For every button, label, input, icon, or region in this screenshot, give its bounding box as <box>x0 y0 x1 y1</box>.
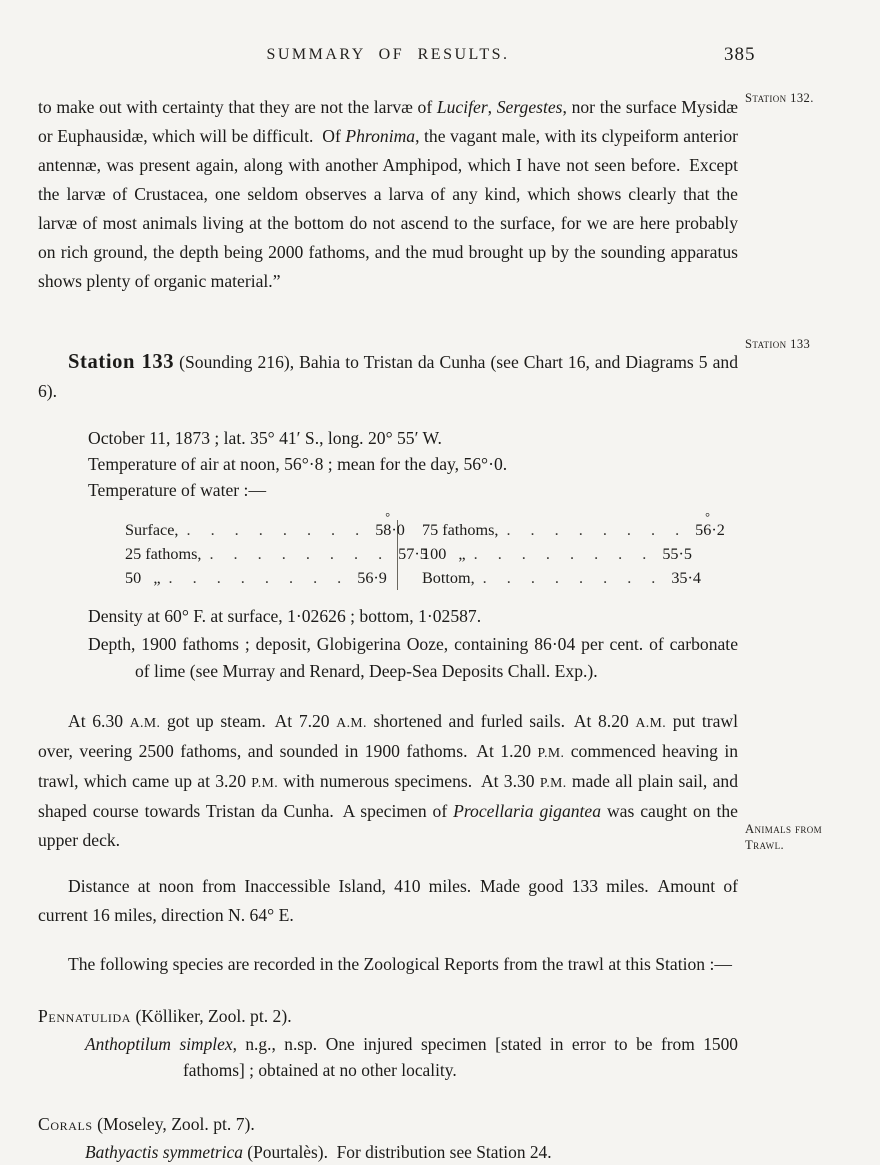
table-value: ° 58·0 <box>375 518 405 542</box>
table-row <box>422 542 692 566</box>
depth-line: Depth, 1900 fathoms ; deposit, Globigerina Ooze, containing 86·04 per cent. of carbonate of lime (see Murray and Renard, Deep-Sea Deposits Chall. Exp.). <box>88 633 738 681</box>
table-label: 25 fathoms, <box>125 545 202 563</box>
paragraph-continuation: to make out with certainty that they are not the larvæ of Lucifer, Sergestes, nor the surface Mysidæ or Euphausidæ, which will be difficult. Of Phronima, the vagant male, with its clypeiform anterior antennæ, was present again, along with another Amphipod, which I have not seen before. Except the larvæ of Crustacea, one seldom observes a larva of any kind, which shows clearly that the larvæ of most animals living at the bottom do not ascend to the surface, for we are here probably on rich ground, the depth being 2000 fathoms, and the mud brought up by the sounding apparatus shows plenty of organic material.” <box>38 97 738 291</box>
dot-leader <box>186 518 367 542</box>
table-label: 75 fathoms, <box>422 521 499 539</box>
section-heading-pennatulida: Pennatulida (Kölliker, Zool. pt. 2). <box>38 1006 292 1027</box>
table-row <box>422 518 725 542</box>
table-value: 57·5 <box>398 545 428 563</box>
table-row <box>125 566 387 590</box>
narrative-distance-paragraph: Distance at noon from Inaccessible Island, 410 miles. Made good 133 miles. Amount of current 16 miles, direction N. 64° E. <box>38 876 738 926</box>
table-left-column <box>125 518 428 590</box>
dot-leader <box>209 542 390 566</box>
running-title: SUMMARY OF RESULTS. <box>266 46 510 63</box>
section-heading-corals: Corals (Moseley, Zool. pt. 7). <box>38 1114 255 1135</box>
water-temperature-table <box>125 518 738 590</box>
margin-note-animals-from-trawl: Animals from Trawl. <box>745 822 823 852</box>
table-label: 100 „ <box>422 545 466 563</box>
table-row <box>422 566 701 590</box>
text-block <box>38 0 756 1165</box>
water-temperature-line: Temperature of water :— <box>88 480 267 500</box>
table-value: 56·9 <box>357 569 387 587</box>
species-intro-paragraph: The following species are recorded in the Zoological Reports from the trawl at this Station :— <box>68 954 732 975</box>
date-latitude-line: October 11, 1873 ; lat. 35° 41′ S., long. 20° 55′ W. <box>88 428 442 448</box>
page-header <box>38 44 756 68</box>
density-depth-block <box>88 603 738 686</box>
table-label: Surface, <box>125 521 179 539</box>
margin-note-station-132: Station 132. <box>745 91 814 105</box>
observation-block <box>88 425 738 503</box>
species-entry-anthoptilum: Anthoptilum simplex, n.g., n.sp. One injured specimen [stated in error to be from 1500 fathoms] ; obtained at no other locality. <box>85 1034 738 1081</box>
narrative-day-paragraph: At 6.30 A.M. got up steam. At 7.20 A.M. shortened and furled sails. At 8.20 A.M. put trawl over, veering 2500 fathoms, and sounded in 1900 fathoms. At 1.20 P.M. commenced heaving in trawl, which came up at 3.20 P.M. with numerous specimens. At 3.30 P.M. made all plain sail, and shaped course towards Tristan da Cunha. A specimen of Procellaria gigantea was caught on the upper deck. <box>38 710 738 850</box>
table-value: ° 56·2 <box>695 518 725 542</box>
table-right-column <box>398 518 725 590</box>
species-entry-bathyactis: Bathyactis symmetrica (Pourtalès). For distribution see Station 24. <box>85 1142 552 1163</box>
dot-leader <box>474 542 655 566</box>
page-number: 385 <box>724 44 756 65</box>
dot-leader <box>169 566 350 590</box>
table-label: Bottom, <box>422 569 475 587</box>
dot-leader <box>506 518 687 542</box>
table-label: 50 „ <box>125 569 161 587</box>
table-value: 35·4 <box>671 569 701 587</box>
table-row <box>125 542 428 566</box>
air-temperature-line: Temperature of air at noon, 56°·8 ; mean for the day, 56°·0. <box>88 454 508 474</box>
station-heading-paragraph: Station 133 (Sounding 216), Bahia to Tristan da Cunha (see Chart 16, and Diagrams 5 and 6). <box>38 351 738 401</box>
table-row <box>125 518 405 542</box>
density-line: Density at 60° F. at surface, 1·02626 ; bottom, 1·02587. <box>88 606 482 626</box>
table-value: 55·5 <box>662 545 692 563</box>
dot-leader <box>483 566 664 590</box>
margin-note-station-133: Station 133 <box>745 337 811 351</box>
